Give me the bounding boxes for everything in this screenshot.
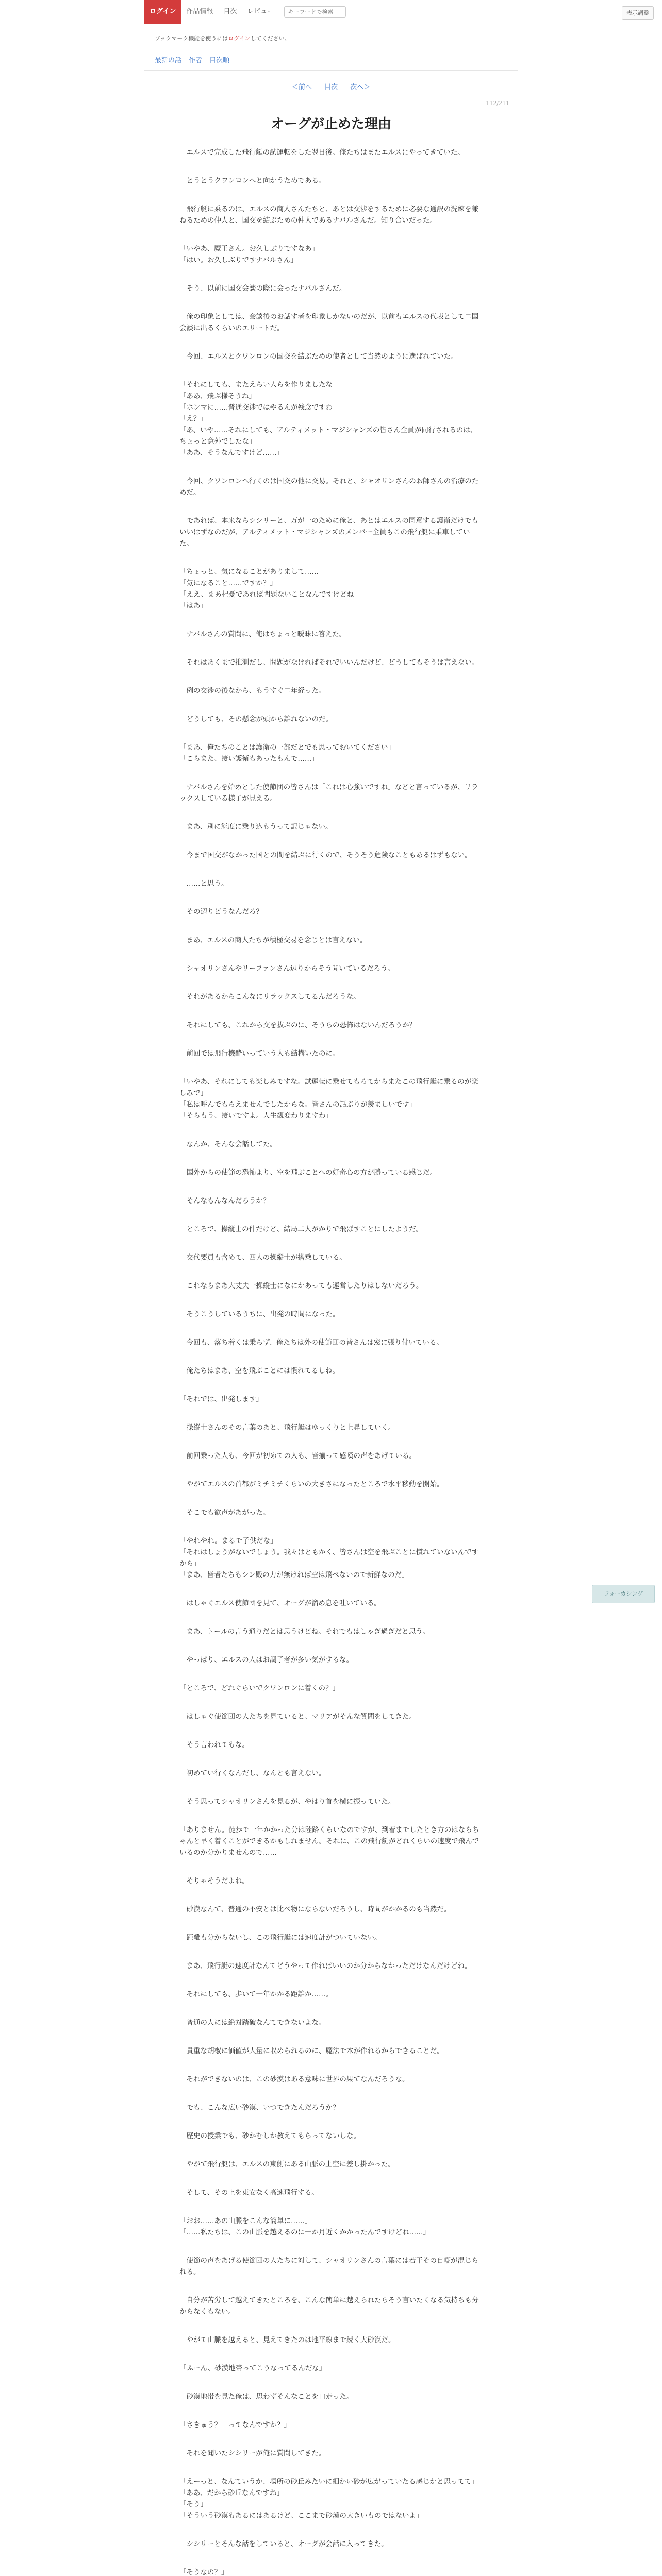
novel-paragraph: 今まで国交がなかった国との間を結ぶに行くので、そうそう危険なこともあるはずもない。 xyxy=(179,851,472,859)
novel-paragraph: はしゃぐエルス使節団を見て、オーグが溜め息を吐いている。 xyxy=(179,1599,381,1607)
novel-paragraph: そして、その上を東安なく高速飛行する。 xyxy=(179,2189,319,2197)
novel-paragraph: 歴史の授業でも、砂かむしか教えてもらってないしな。 xyxy=(179,2132,360,2140)
novel-paragraph: とうとうクワンロンへと向かうためである。 xyxy=(179,177,326,185)
novel-paragraph: 普通の人には絶対踏破なんてできないよな。 xyxy=(179,2019,326,2027)
notice-prefix: ブックマーク機能を使うには xyxy=(155,35,228,42)
breadcrumb-toc[interactable]: 目次順 xyxy=(209,57,230,64)
novel-paragraph: 砂漠地帯を見た俺は、思わずそんなことを口走った。 xyxy=(179,2393,354,2401)
novel-paragraph: やっぱり、エルスの人はお調子者が多い気がするな。 xyxy=(179,1656,354,1664)
prev-link[interactable]: ＜前へ xyxy=(291,83,312,91)
header-nav xyxy=(144,0,346,24)
login-notice xyxy=(155,34,290,42)
novel-paragraph: なんか、そんな会話してた。 xyxy=(179,1140,277,1148)
nav-work-info[interactable]: 作品情報 xyxy=(186,8,213,15)
novel-paragraph: であれば、本来ならシシリーと、万が一のために俺と、あとはエルスの同意する護衛だけでもいいはずなのだが、アルティメット・マジシャンズのメンバー全員もこの飛行艇に乗車していた。 xyxy=(179,517,478,548)
novel-paragraph: 初めてい行くなんだし、なんとも言えない。 xyxy=(179,1769,326,1777)
novel-paragraph: それを聞いたシシリーが俺に質問してきた。 xyxy=(179,2449,326,2458)
novel-paragraph: どうしても、その懸念が頭から離れないのだ。 xyxy=(179,715,333,723)
novel-paragraph: まあ、エルスの商人たちが積極交易を念じとは言えない。 xyxy=(179,936,367,944)
novel-paragraph: それにしても、これから交を抜ぶのに、そうらの恐怖はないんだろうか？ xyxy=(179,1021,416,1029)
novel-paragraph: これならまあ大丈夫一操縦士になにかあっても運営したりはしないだろう。 xyxy=(179,1282,423,1290)
novel-paragraph: 「やれやれ。まるで子供だな」 「それはしょうがないでしょう。我々はともかく、皆さんは空を飛ぶことに慣れていないんですから」 「まあ、皆者たちもシン殿の力が無ければ空は飛べないので新鮮なのだ」 xyxy=(179,1537,479,1579)
novel-paragraph: 今回、エルスとクワンロンの国交を結ぶための使者として当然のように選ばれていた。 xyxy=(179,352,458,361)
novel-paragraph: 「おお……あの山脈をこんな簡単に……」 「……私たちは、この山脈を越えるのに一か月近くかかったんですけどね……」 xyxy=(179,2217,430,2236)
toc-link[interactable]: 目次 xyxy=(324,83,338,91)
display-settings-button[interactable]: 表示調整 xyxy=(622,6,654,20)
novel-paragraph: 使節の声をあげる使節団の人たちに対して、シャオリンさんの言葉には若干その自嘲が混じられる。 xyxy=(179,2257,478,2276)
novel-paragraph: 交代要員も含めて、四人の操縦士が搭乗している。 xyxy=(179,1253,346,1262)
novel-paragraph: 俺の印象としては、会談後のお話す者を印象しかないのだが、以前もエルスの代表として二国会談に出るくらいのエリートだ。 xyxy=(179,313,479,332)
next-link[interactable]: 次へ＞ xyxy=(350,83,371,91)
nav-toc[interactable]: 目次 xyxy=(223,8,237,15)
novel-paragraph: 砂漠なんて、普通の不安とは比べ物にならないだろうし、時間がかかるのも当然だ。 xyxy=(179,1905,451,1913)
novel-paragraph: まあ、別に態度に乗り込もうって訳じゃない。 xyxy=(179,823,333,831)
episode-pager xyxy=(0,81,662,91)
novel-paragraph: 貴重な胡椒に価値が大量に収められるのに、魔法で木が作れるからできることだ。 xyxy=(179,2047,444,2055)
novel-paragraph: 「それにしても、またえらい人らを作りましたな」 「ああ、飛ぶ様そうね」 「ホンマに……普通交渉ではやるんが残念ですわ」 「え？」 「あ、いや……それにしても、アルティメット・マジシャンズの皆さん全員が同行されるのは、ちょっと意外でしたな」 「ああ、そうなんですけど……」 xyxy=(179,381,477,457)
novel-paragraph: 俺たちはまあ、空を飛ぶことには慣れてるしね。 xyxy=(179,1367,339,1375)
search-input[interactable] xyxy=(284,6,346,18)
notice-login-link[interactable]: ログイン xyxy=(228,35,251,42)
novel-paragraph: ……と思う。 xyxy=(179,879,228,888)
novel-paragraph: 例の交渉の後なから、もうすぐ二年経った。 xyxy=(179,687,326,695)
novel-paragraph: 「さきゅう？ ってなんですか？」 xyxy=(179,2421,291,2429)
novel-paragraph: ところで、操縦士の件だけど、結局二人がかりで飛ばすことにしたようだ。 xyxy=(179,1225,423,1233)
nav-review[interactable]: レビュー xyxy=(247,8,274,15)
novel-paragraph: それができないのは、この砂漠はある意味に世界の果てなんだろうな。 xyxy=(179,2075,409,2083)
login-button[interactable]: ログイン xyxy=(144,0,181,24)
novel-paragraph: 「それでは、出発します」 xyxy=(179,1395,263,1403)
novel-paragraph: やがて飛行艇は、エルスの東側にある山脈の上空に差し掛かった。 xyxy=(179,2160,395,2168)
novel-paragraph: 「いやあ、魔王さん。お久しぶりですなあ」 「はい。お久しぶりですナバルさん」 xyxy=(179,245,319,264)
novel-paragraph: 「いやあ、それにしても楽しみですな。試運転に乗せてもろてからまたこの飛行艇に乗るのが楽しみで」 「私は呼んでもらえませんでしたからな。皆さんの話ぶりが羨ましいです」 「そらもう、凄いですよ。人生観変わりますわ」 xyxy=(179,1078,478,1120)
notice-suffix: してください。 xyxy=(250,35,290,42)
novel-paragraph: 今回も、落ち着くは乗らず、俺たちは外の使節団の皆さんは窓に張り付いている。 xyxy=(179,1338,443,1347)
novel-paragraph: やがて山脈を越えると、見えてきたのは地平線まで続く大砂漠だ。 xyxy=(179,2336,395,2344)
novel-paragraph: そこでも歓声があがった。 xyxy=(179,1509,270,1517)
novel-paragraph: それがあるからこんなにリラックスしてるんだろうな。 xyxy=(179,993,360,1001)
novel-paragraph: 前回乗った人も、今回が初めての人も、皆揃って感嘆の声をあげている。 xyxy=(179,1452,416,1460)
novel-paragraph: 「えーっと、なんていうか、場所の砂丘みたいに細かい砂が広がっていたる感じかと思ってて」 「ああ、だから砂丘なんですね」 「そう」 「そういう砂漠もあるにはあるけど、ここまで砂漠の大きいものではないよ」 xyxy=(179,2478,478,2520)
novel-paragraph: 今回、クワンロンへ行くのは国交の他に交易。それと、シャオリンさんのお師さんの治療のためだ。 xyxy=(179,477,479,497)
novel-paragraph: 「ちょっと、気になることがありまして……」 「気になること……ですか？」 「ええ、まあ杞憂であれば問題ないことなんですけどね」 「はあ」 xyxy=(179,568,361,610)
breadcrumb xyxy=(155,55,229,64)
novel-paragraph: ナバルさんを始めとした使節団の皆さんは「これは心強いですね」などと言っているが、リラックスしている様子が見える。 xyxy=(179,783,478,803)
novel-paragraph: 「まあ、俺たちのことは護衛の一部だとでも思っておいてください」 「こらまた、凄い護衛もあったもんで……」 xyxy=(179,743,395,763)
novel-paragraph: その辺りどうなんだろ？ xyxy=(179,908,263,916)
novel-paragraph: そう、以前に国交会談の際に会ったナバルさんだ。 xyxy=(179,284,346,293)
novel-paragraph: シシリーとそんな話をしていると、オーグが会話に入ってきた。 xyxy=(179,2540,388,2548)
novel-paragraph: そんなもんなんだろうか？ xyxy=(179,1197,270,1205)
novel-paragraph: 前回では飛行機酔いっていう人も結構いたのに。 xyxy=(179,1049,340,1058)
episode-title: オーグが止めた理由 xyxy=(270,116,391,132)
breadcrumb-latest[interactable]: 最新の話 xyxy=(155,57,182,64)
novel-paragraph: 「ところで、どれぐらいでクワンロンに着くの？」 xyxy=(179,1684,340,1692)
novel-paragraph: まあ、飛行艇の速度計なんてどうやって作ればいいのか分からなかっただけなんだけどね。 xyxy=(179,1962,472,1970)
focus-mode-button[interactable]: フォーカシング xyxy=(592,1585,655,1603)
novel-paragraph: でも、こんな広い砂漠、いつできたんだろうか？ xyxy=(179,2104,340,2112)
novel-paragraph: そうこうしているうちに、出発の時間になった。 xyxy=(179,1310,340,1318)
novel-paragraph: エルスで完成した飛行艇の試運転をした翌日後。俺たちはまたエルスにやってきていた。 xyxy=(179,148,465,157)
breadcrumb-author[interactable]: 作者 xyxy=(189,57,203,64)
novel-paragraph: 自分が苦労して越えてきたところを、こんな簡単に越えられたらそう言いたくなる気持ちも分からなくもない。 xyxy=(179,2296,479,2316)
novel-paragraph: 「そうなの？」 xyxy=(179,2568,228,2576)
novel-paragraph: 国外からの使節の恐怖より、空を飛ぶことへの好奇心の方が勝っている感じだ。 xyxy=(179,1168,437,1177)
novel-body xyxy=(179,147,484,2576)
novel-paragraph: シャオリンさんやリーファンさん辺りからそう聞いているだろう。 xyxy=(179,964,395,973)
episode-number: 112/211 xyxy=(486,100,509,107)
novel-paragraph: はしゃぐ使節団の人たちを見ていると、マリアがそんな質問をしてきた。 xyxy=(179,1713,416,1721)
novel-paragraph: そりゃそうだよね。 xyxy=(179,1877,249,1885)
divider xyxy=(144,70,518,71)
novel-paragraph: 飛行艇に乗るのは、エルスの商人さんたちと、あとは交渉をするために必要な通訳の洗練を兼ねるための仲人と、国交を結ぶための仲人であるナバルさんだ。知り合いだった。 xyxy=(179,205,479,225)
novel-paragraph: それはあくまで推測だし、問題がなければそれでいいんだけど、どうしてもそうは言えない。 xyxy=(179,658,479,667)
novel-paragraph: 「ふーん、砂漠地帯ってこうなってるんだな」 xyxy=(179,2364,326,2372)
novel-paragraph: 「ありません。徒歩で一年かかった分は陸路くらいなのですが、到着までしたとき方のはならちゃんと早く着くことができるかもしれません。それに、この飛行艇がどれくらいの速度で飛んでいるのか分かりませんので……」 xyxy=(179,1826,479,1857)
novel-paragraph: 距離も分からないし、この飛行艇には速度計がついていない。 xyxy=(179,1934,382,1942)
novel-paragraph: そう言われてもな。 xyxy=(179,1741,249,1749)
novel-paragraph: まあ、トールの言う通りだとは思うけどね。それでもはしゃぎ過ぎだと思う。 xyxy=(179,1628,430,1636)
novel-paragraph: ナバルさんの質問に、俺はちょっと曖昧に答えた。 xyxy=(179,630,346,638)
novel-paragraph: それにしても、歩いて一年かかる距離か……。 xyxy=(179,1990,333,1998)
novel-paragraph: 操縦士さんのその言葉のあと、飛行艇はゆっくりと上昇していく。 xyxy=(179,1423,395,1432)
top-header xyxy=(0,0,662,24)
novel-paragraph: やがてエルスの首都がミチミチくらいの大きさになったところで水平移動を開始。 xyxy=(179,1480,444,1488)
novel-paragraph: そう思ってシャオリンさんを見るが、やはり首を横に振っていた。 xyxy=(179,1798,395,1806)
